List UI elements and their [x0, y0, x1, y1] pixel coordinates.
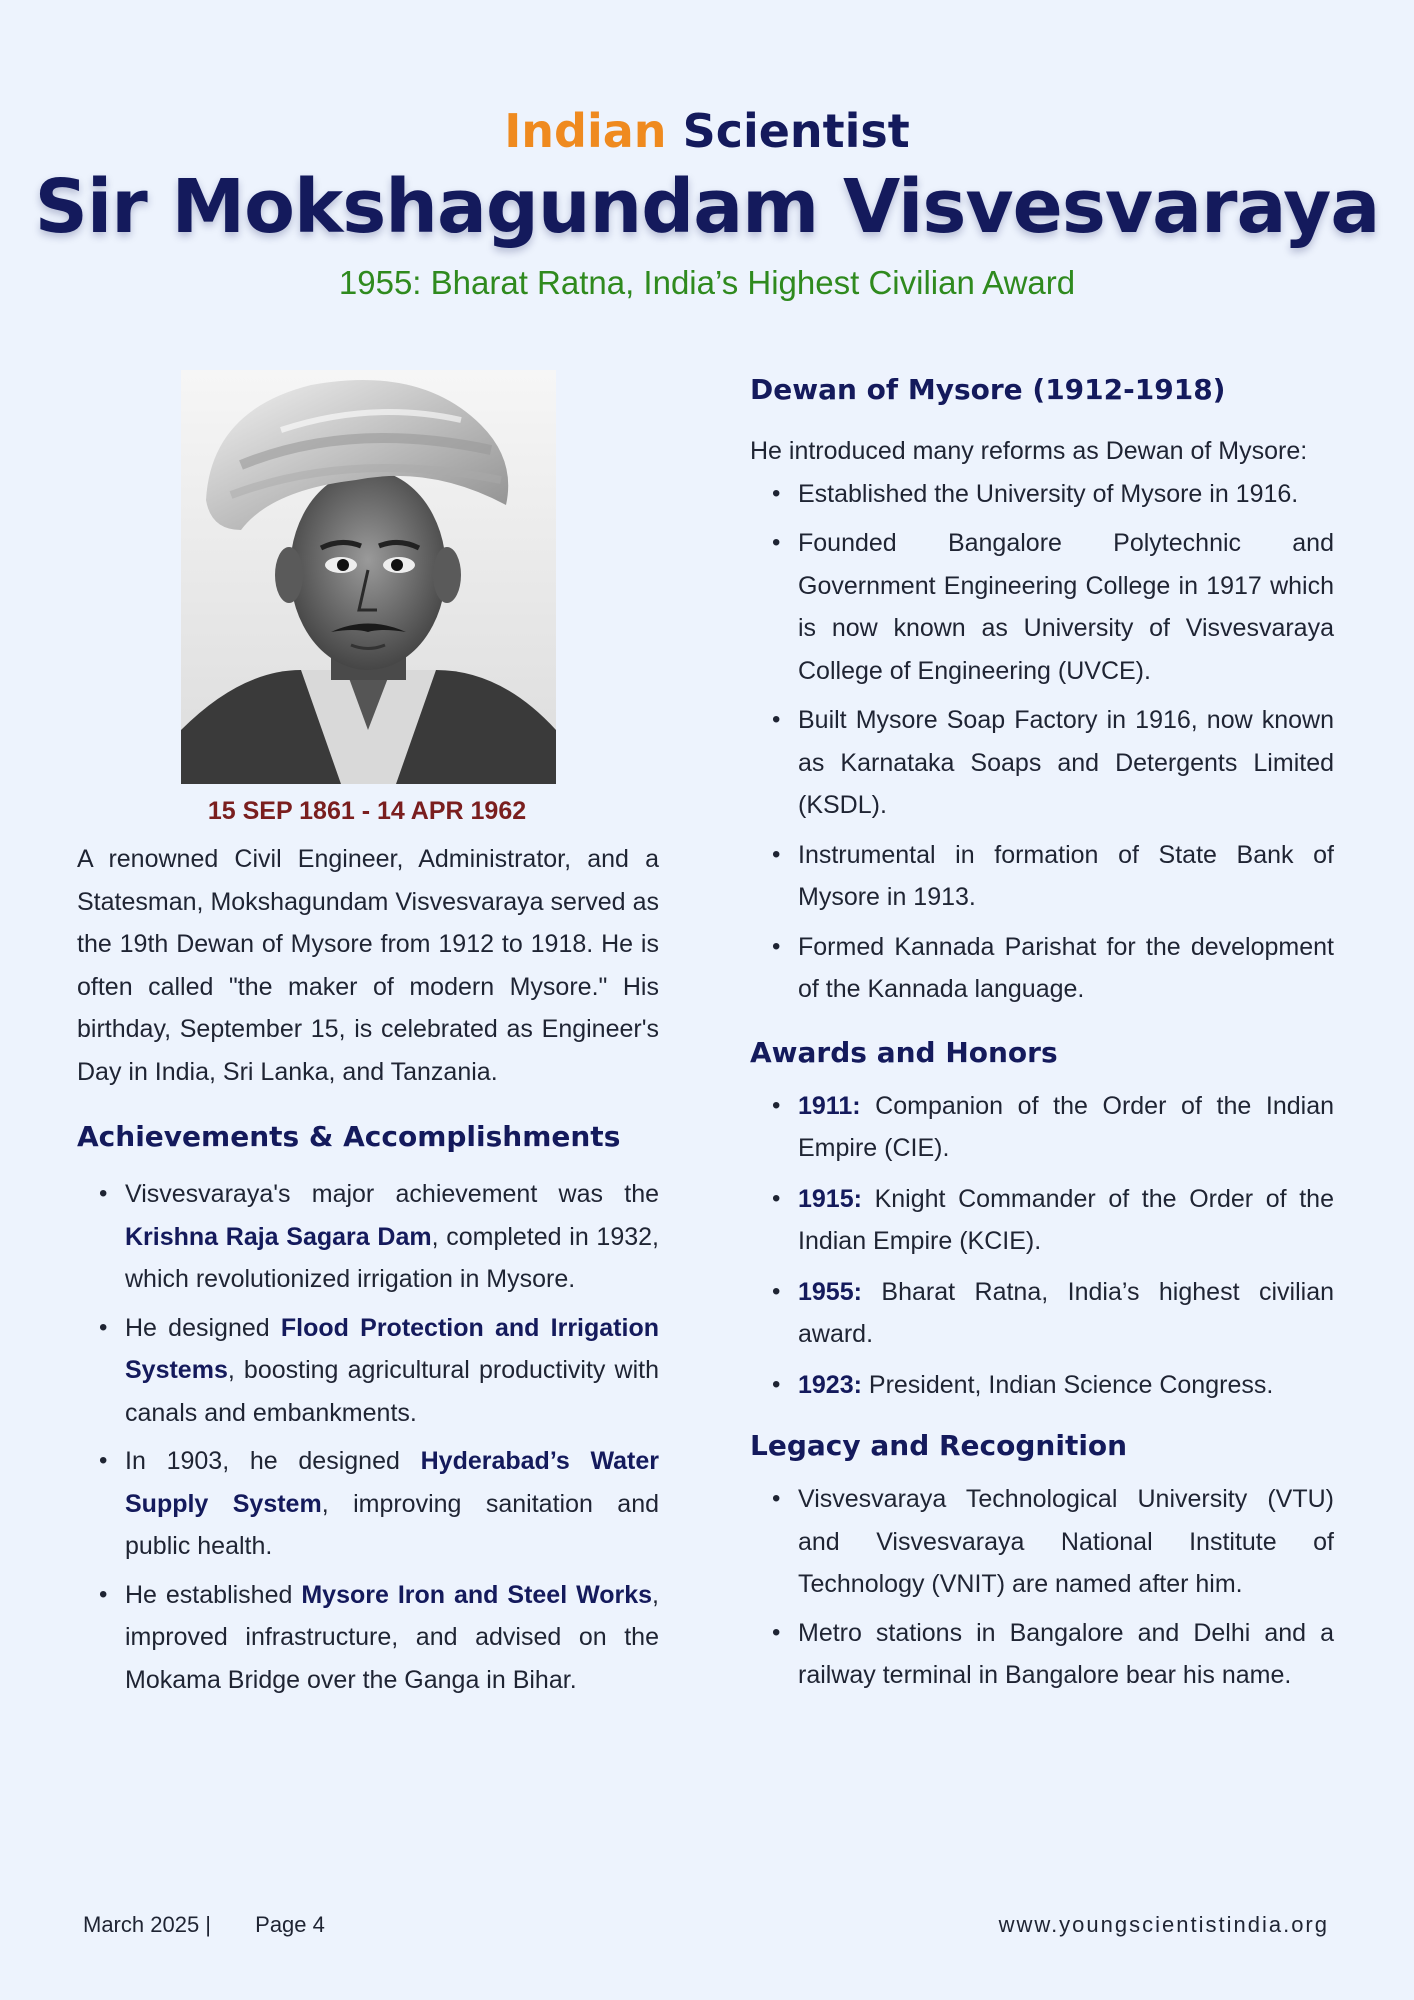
- award-subtitle: 1955: Bharat Ratna, India’s Highest Civilian Award: [338, 264, 1076, 301]
- list-item: • Metro stations in Bangalore and Delhi and a railway terminal in Bangalore bear his name.: [750, 1612, 1334, 1697]
- list-item: • Visvesvaraya Technological University (VTU) and Visvesvaraya National Institute of Technology (VNIT) are named after him.: [750, 1478, 1334, 1606]
- list-item: • Instrumental in formation of State Bank of Mysore in 1913.: [750, 834, 1334, 919]
- legacy-list: [750, 1478, 1334, 1697]
- dewan-intro: He introduced many reforms as Dewan of Mysore:: [750, 437, 1308, 465]
- right-column: [750, 370, 1334, 1697]
- list-item: • 1915: Knight Commander of the Order of the Indian Empire (KCIE).: [750, 1178, 1334, 1263]
- page-title: Sir Mokshagundam Visvesvaraya: [34, 164, 1380, 250]
- left-column: [77, 370, 659, 1701]
- achievements-list: [77, 1173, 659, 1701]
- intro-paragraph: A renowned Civil Engineer, Administrator, and a Statesman, Mokshagundam Visvesvaraya served as the 19th Dewan of Mysore from 1912 to 1918. He is often called "the maker of modern Mysore." His birthday, September 15, is celebrated as Engineer's Day in India, Sri Lanka, and Tanzania.: [77, 845, 659, 1086]
- list-item: • Established the University of Mysore in 1916.: [750, 473, 1334, 516]
- lifespan-dates: 15 SEP 1861 - 14 APR 1962: [207, 797, 527, 825]
- list-item: • 1955: Bharat Ratna, India’s highest civilian award.: [750, 1271, 1334, 1356]
- list-item: • Founded Bangalore Polytechnic and Government Engineering College in 1917 which is now known as University of Visvesvaraya College of Engineering (UVCE).: [750, 522, 1334, 692]
- awards-heading: Awards and Honors: [750, 1035, 1058, 1069]
- footer-date: March 2025 |: [83, 1912, 212, 1937]
- list-item: • He established Mysore Iron and Steel Works, improved infrastructure, and advised on the Mokama Bridge over the Ganga in Bihar.: [77, 1574, 659, 1702]
- list-item: • Formed Kannada Parishat for the development of the Kannada language.: [750, 926, 1334, 1011]
- list-item: • Visvesvaraya's major achievement was the Krishna Raja Sagara Dam, completed in 1932, which revolutionized irrigation in Mysore.: [77, 1173, 659, 1301]
- portrait-image: [181, 370, 556, 784]
- page-number: Page 4: [255, 1912, 325, 1937]
- awards-list: [750, 1085, 1334, 1407]
- list-item: • He designed Flood Protection and Irrigation Systems, boosting agricultural productivity with canals and embankments.: [77, 1307, 659, 1435]
- list-item: • 1923: President, Indian Science Congress.: [750, 1364, 1334, 1407]
- page-header: [0, 100, 1414, 310]
- list-item: • 1911: Companion of the Order of the Indian Empire (CIE).: [750, 1085, 1334, 1170]
- kicker-scientist: Scientist: [682, 104, 910, 158]
- dewan-heading: Dewan of Mysore (1912-1918): [750, 373, 1226, 406]
- legacy-heading: Legacy and Recognition: [750, 1429, 1128, 1462]
- dewan-reforms-list: [750, 473, 1334, 1011]
- kicker-indian: Indian: [504, 104, 667, 158]
- footer-website[interactable]: www.youngscientistindia.org: [998, 1912, 1329, 1937]
- portrait-illustration: [181, 370, 556, 784]
- list-item: • Built Mysore Soap Factory in 1916, now known as Karnataka Soaps and Detergents Limited (KSDL).: [750, 699, 1334, 827]
- achievements-heading: Achievements & Accomplishments: [77, 1120, 621, 1153]
- kicker: [0, 100, 1414, 162]
- footer-left: [83, 1912, 325, 1938]
- list-item: • In 1903, he designed Hyderabad’s Water Supply System, improving sanitation and public health.: [77, 1440, 659, 1568]
